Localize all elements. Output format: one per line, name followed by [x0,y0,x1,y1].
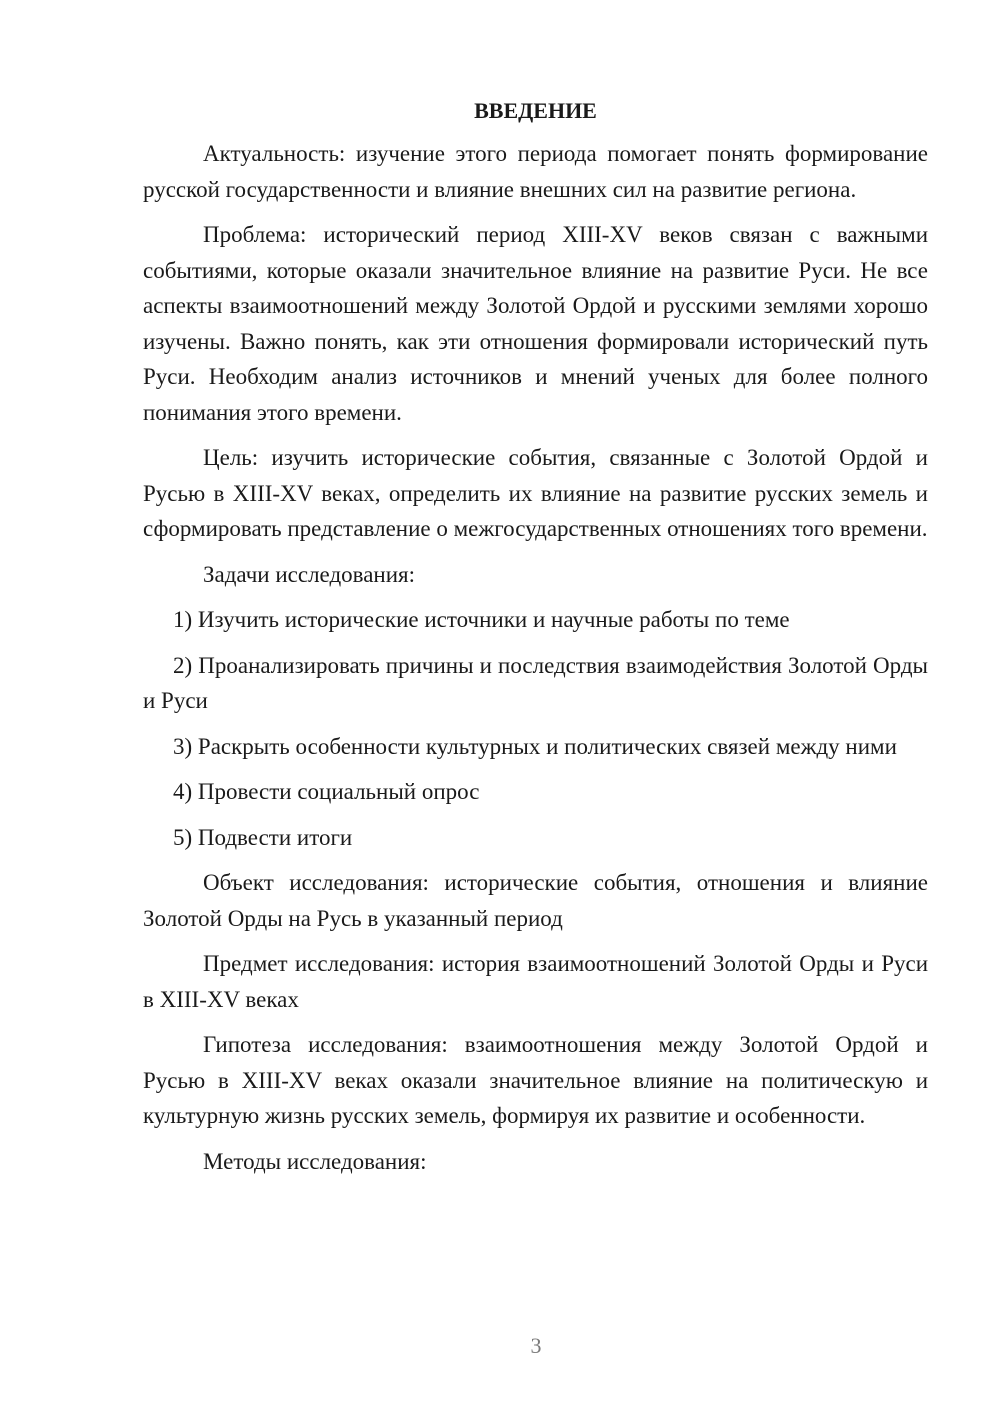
task-item-2: 2) Проанализировать причины и последствия взаимодействия Золотой Орды и Руси [143,652,928,713]
problem-paragraph: Проблема: исторический период XIII-XV веков связан с важными событиями, которые оказали значительное влияние на развитие Руси. Не все аспекты взаимоотношений между Золотой Ордой и русскими землями хорошо изучены. Важно понять, как эти отношения формировали исторический путь Руси. Необходим анализ источников и мнений ученых для более полного понимания этого времени. [143,222,928,425]
page-content [143,93,928,1189]
subject-paragraph: Предмет исследования: история взаимоотношений Золотой Орды и Руси в XIII-XV веках [143,951,928,1012]
hypothesis-paragraph: Гипотеза исследования: взаимоотношения между Золотой Ордой и Русью в XIII-XV веках оказали значительное влияние на политическую и культурную жизнь русских земель, формируя их развитие и особенности. [143,1032,928,1128]
task-item-1: 1) Изучить исторические источники и научные работы по теме [173,607,790,632]
goal-paragraph: Цель: изучить исторические события, связанные с Золотой Ордой и Русью в XIII-XV веках, определить их влияние на развитие русских земель и сформировать представление о межгосударственных отношениях того времени. [143,445,928,541]
section-title: ВВЕДЕНИЕ [474,98,597,123]
methods-heading: Методы исследования: [203,1148,427,1174]
object-paragraph: Объект исследования: исторические события, отношения и влияние Золотой Орды на Русь в указанный период [143,870,928,931]
page-number: 3 [530,1333,542,1358]
tasks-heading: Задачи исследования: [203,561,416,587]
relevance-paragraph: Актуальность: изучение этого периода помогает понять формирование русской государственности и влияние внешних сил на развитие региона. [143,141,928,202]
task-item-4: 4) Провести социальный опрос [173,779,480,804]
task-item-5: 5) Подвести итоги [173,824,353,850]
task-item-3: 3) Раскрыть особенности культурных и политических связей между ними [173,733,897,759]
